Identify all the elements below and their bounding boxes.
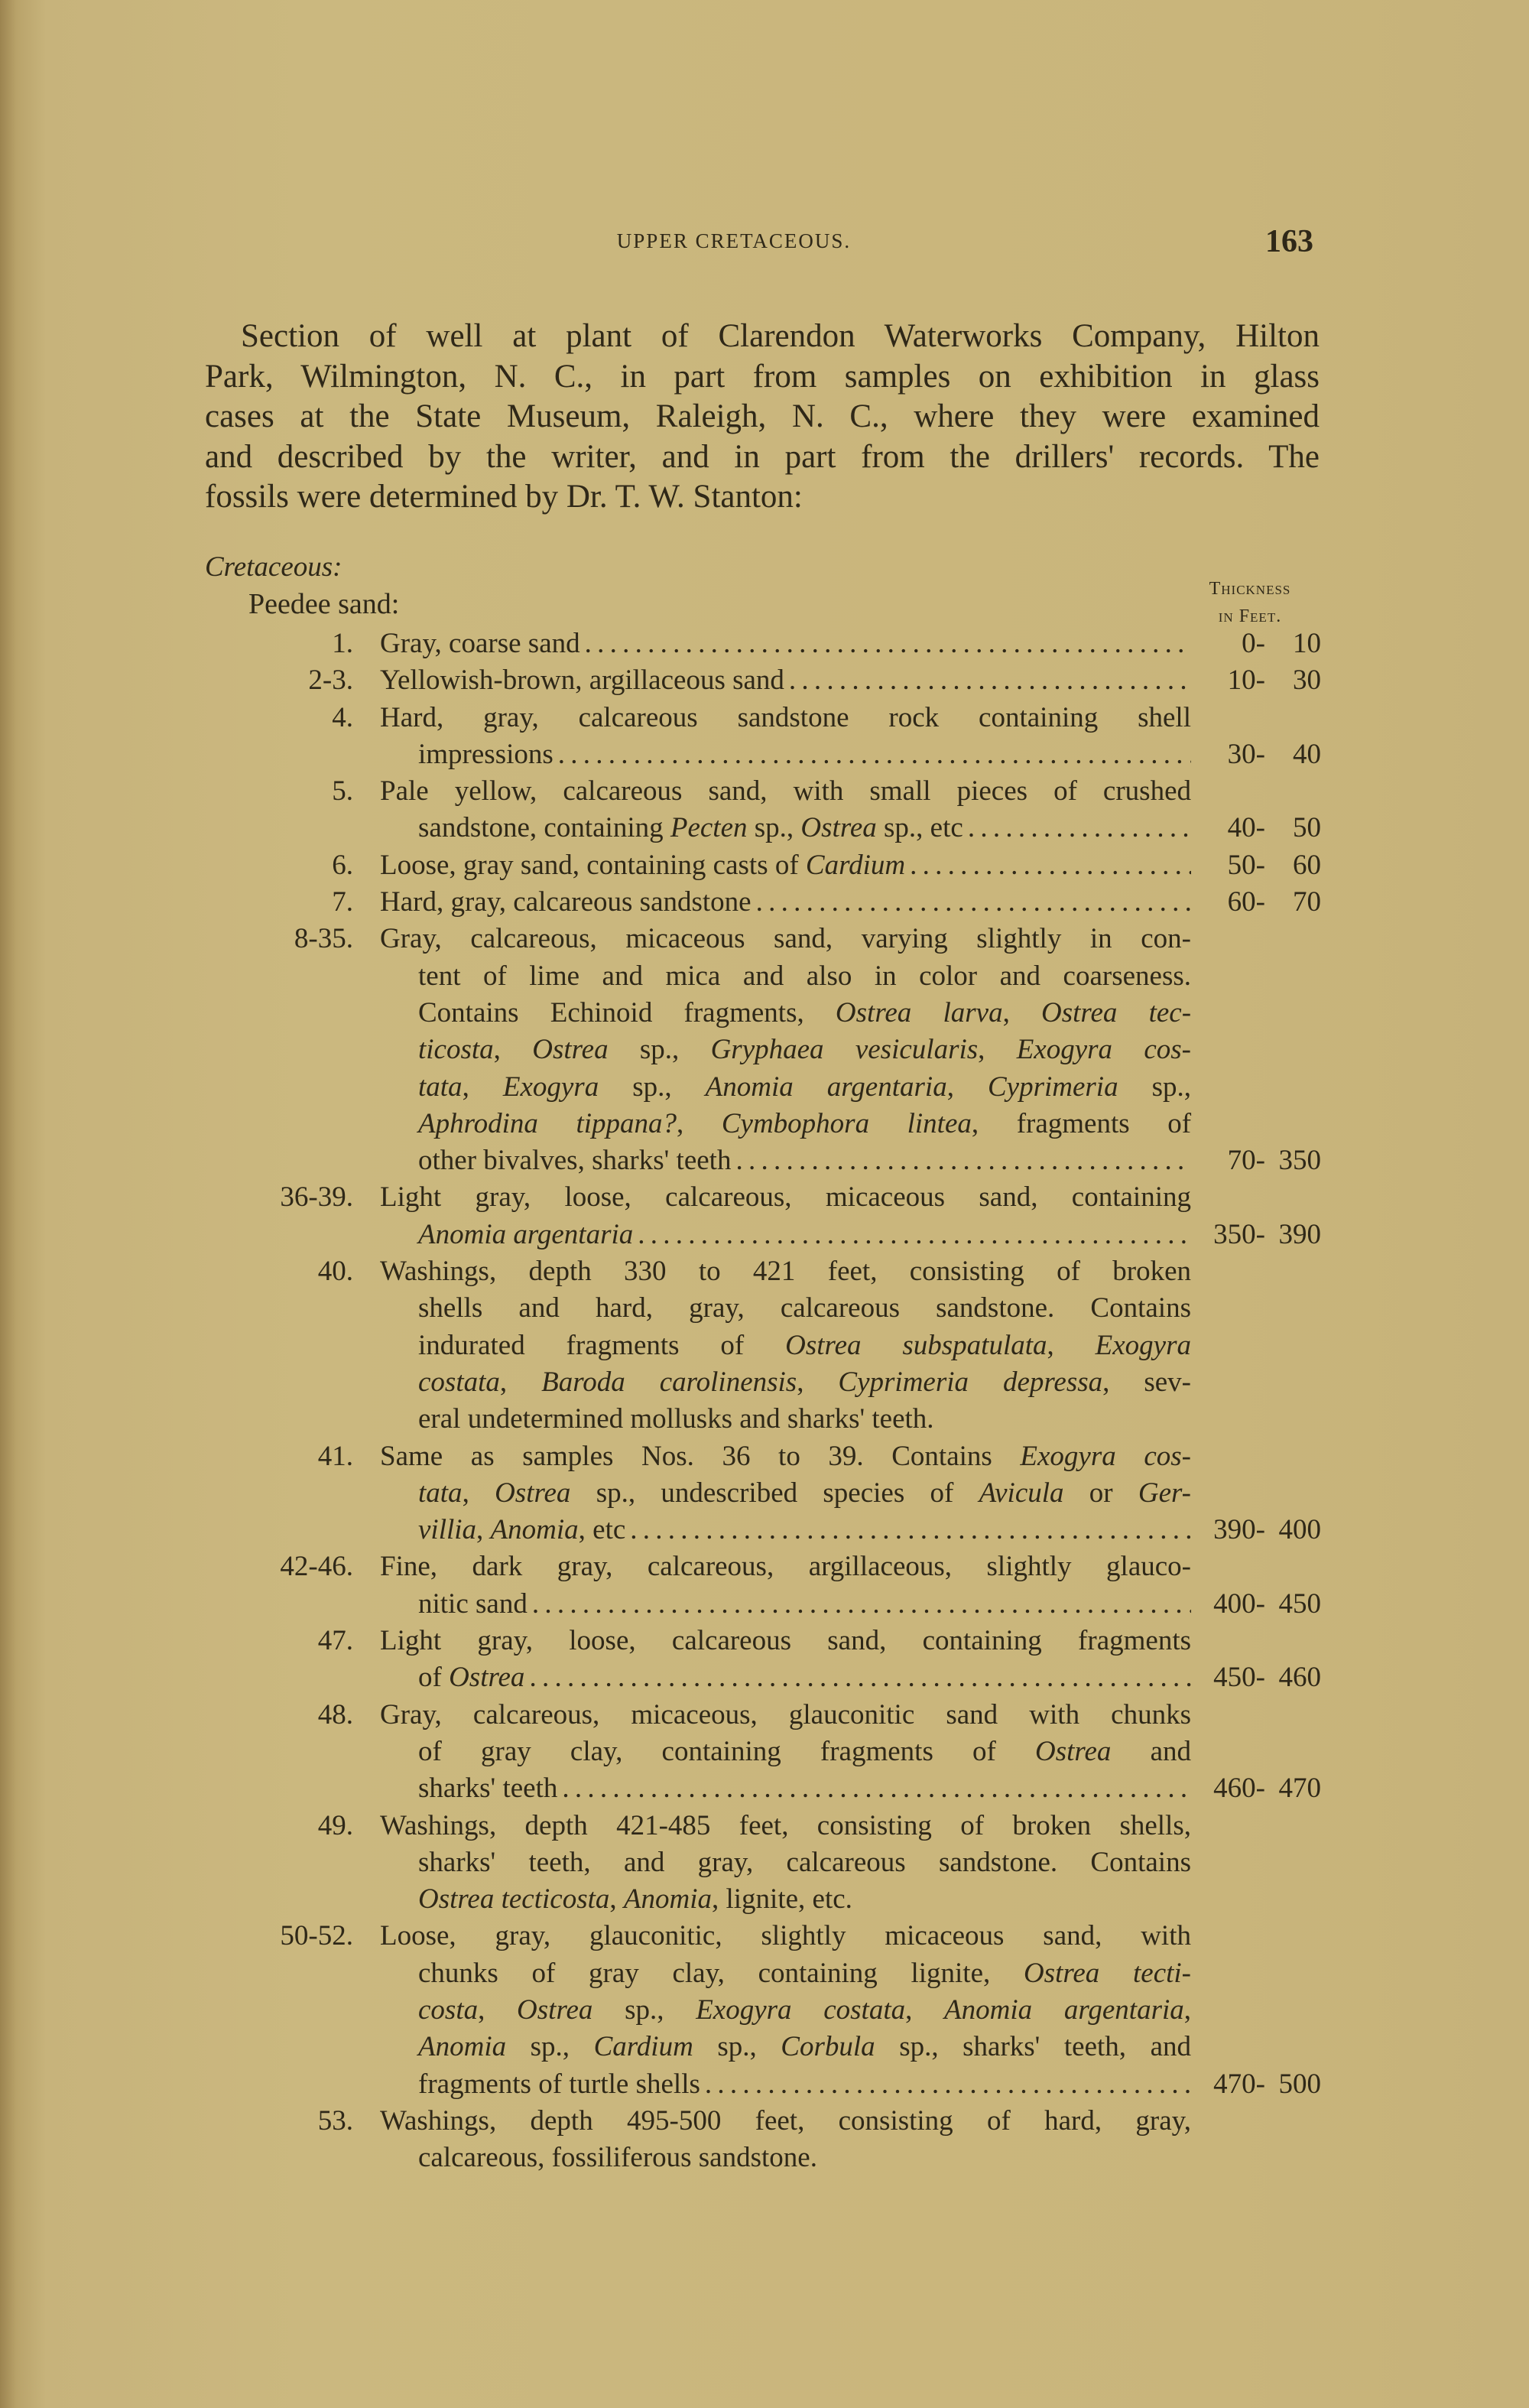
text-segment: , — [946, 1071, 988, 1103]
taxon-name: Exogyra cos- — [1016, 1034, 1191, 1066]
entry-line — [0, 1512, 1529, 1548]
entry-number: 53. — [317, 2104, 353, 2137]
taxon-name: Ostrea larva — [835, 996, 1003, 1029]
text-segment: or — [1063, 1477, 1138, 1509]
taxon-name: Ostrea tecticosta — [418, 1883, 610, 1916]
section-entry — [0, 1697, 1529, 1808]
entry-text — [418, 995, 1191, 1032]
text-segment: sharks' teeth — [418, 1773, 558, 1805]
taxon-name: costa — [418, 1994, 479, 2026]
intro-line: Section of well at plant of Clarendon Waterworks Company, Hilton — [241, 318, 1320, 354]
thickness-from: 470- — [1213, 2068, 1265, 2100]
entry-text — [380, 847, 1191, 884]
text-segment: Light gray, loose, calcareous sand, containing fragments — [380, 1625, 1191, 1657]
entry-text — [418, 1955, 1191, 1992]
taxon-name: Corbula — [781, 2031, 875, 2063]
entry-text — [418, 1364, 1191, 1401]
entry-text — [418, 1142, 1191, 1179]
thickness-from: 390- — [1213, 1514, 1265, 1546]
text-segment: , sev- — [1102, 1366, 1192, 1398]
entry-line — [0, 1290, 1529, 1327]
entry-number: 47. — [317, 1625, 353, 1657]
entry-text — [418, 1475, 1191, 1512]
taxon-name: Ostrea — [495, 1477, 571, 1509]
entry-number: 4. — [332, 701, 353, 733]
taxon-name: costata — [418, 1366, 500, 1398]
text-segment: eral undetermined mollusks and sharks' teeth. — [418, 1403, 934, 1435]
text-segment: , — [1183, 1994, 1191, 2026]
entry-number: 6. — [332, 849, 353, 881]
text-segment: fragments of turtle shells — [418, 2068, 700, 2100]
entry-text — [418, 958, 1191, 995]
taxon-name: Anomia — [490, 1514, 579, 1546]
thickness-to: 350 — [1278, 1145, 1321, 1177]
taxon-name: Anomia argentaria — [944, 1994, 1184, 2026]
entry-line — [0, 1548, 1529, 1585]
section-entry — [0, 921, 1529, 1179]
dot-leader — [532, 1586, 1191, 1623]
taxon-name: Cyprimeria depressa — [838, 1366, 1103, 1398]
taxon-name: Ostrea — [800, 812, 877, 844]
text-segment: Gray, calcareous, micaceous sand, varying slightly in con- — [380, 923, 1191, 955]
text-segment: , — [905, 1994, 945, 2026]
entry-text — [380, 1808, 1191, 1844]
thickness-from: 40- — [1227, 812, 1265, 844]
taxon-name: Anomia — [418, 2031, 507, 2063]
thickness-to: 70 — [1293, 886, 1321, 918]
text-segment: , — [677, 1107, 722, 1139]
entry-line — [0, 773, 1529, 810]
intro-line: fossils were determined by Dr. T. W. Stanton: — [205, 479, 803, 515]
entry-line — [0, 995, 1529, 1032]
entry-text — [418, 1881, 852, 1918]
entry-text — [418, 1217, 1191, 1253]
section-entry — [0, 2103, 1529, 2177]
taxon-name: Cymbophora lintea — [721, 1107, 972, 1139]
taxon-name: Avicula — [979, 1477, 1064, 1509]
entry-text — [418, 1992, 1191, 2029]
taxon-name: tata — [418, 1477, 463, 1509]
text-segment: Hard, gray, calcareous sandstone — [380, 886, 752, 918]
entry-line — [0, 2103, 1529, 2140]
taxon-name: Anomia — [623, 1883, 712, 1916]
section-entry — [0, 626, 1529, 662]
entry-line — [0, 1142, 1529, 1179]
text-segment: sp., — [747, 812, 801, 844]
entry-number: 42-46. — [280, 1551, 353, 1583]
entry-text — [418, 1401, 934, 1438]
text-segment: shells and hard, gray, calcareous sandstone. Contains — [418, 1292, 1191, 1324]
entry-line — [0, 2140, 1529, 2176]
thickness-from: 460- — [1213, 1773, 1265, 1805]
text-segment: sharks' teeth, and gray, calcareous sandstone. Contains — [418, 1846, 1191, 1878]
entry-line — [0, 1106, 1529, 1142]
entry-text — [380, 921, 1191, 957]
entry-line — [0, 2066, 1529, 2103]
text-segment: sp., — [693, 2031, 781, 2063]
taxon-name: Ostrea tecti- — [1023, 1957, 1191, 1989]
text-segment: sandstone, containing — [418, 812, 670, 844]
entry-line — [0, 1327, 1529, 1364]
thickness-header-line2: in Feet. — [1218, 606, 1282, 626]
entry-text — [380, 1179, 1191, 1216]
entry-line — [0, 1659, 1529, 1696]
taxon-name: Anomia argentaria — [705, 1071, 947, 1103]
taxon-name: Ostrea — [1035, 1735, 1112, 1767]
taxon-name: Ostrea — [449, 1662, 525, 1694]
text-segment: sp., etc — [876, 812, 963, 844]
entry-line — [0, 1586, 1529, 1623]
entry-line — [0, 1734, 1529, 1770]
text-segment: sp., — [506, 2031, 594, 2063]
entry-line — [0, 1069, 1529, 1106]
entry-line — [0, 1992, 1529, 2029]
dot-leader — [638, 1217, 1191, 1253]
text-segment: sp., — [592, 1994, 696, 2026]
dot-leader — [585, 626, 1191, 662]
taxon-name: Pecten — [670, 812, 748, 844]
entry-line — [0, 884, 1529, 921]
entry-line — [0, 1918, 1529, 1955]
section-entry — [0, 1253, 1529, 1438]
text-segment: Gray, coarse sand — [380, 628, 580, 659]
entry-text — [418, 736, 1191, 773]
entry-text — [418, 1069, 1191, 1106]
dot-leader — [910, 847, 1191, 884]
entry-text — [380, 1548, 1191, 1585]
entry-number: 5. — [332, 775, 353, 808]
entry-number: 49. — [317, 1809, 353, 1841]
text-segment: Contains Echinoid fragments, — [418, 996, 836, 1029]
thickness-to: 40 — [1293, 738, 1321, 770]
dot-leader — [630, 1512, 1191, 1548]
entry-number: 48. — [317, 1698, 353, 1730]
taxon-name: Anomia argentaria — [418, 1218, 634, 1250]
text-segment: Same as samples Nos. 36 to 39. Contains — [380, 1440, 1021, 1472]
taxon-name: Ostrea — [517, 1994, 593, 2026]
taxon-name: villia — [418, 1514, 477, 1546]
text-segment: , — [1002, 996, 1042, 1029]
entry-text — [418, 1770, 1191, 1807]
text-segment: , — [462, 1477, 495, 1509]
entry-text — [418, 2029, 1191, 2065]
text-segment: impressions — [418, 738, 553, 770]
section-entry — [0, 1808, 1529, 1919]
text-segment: , — [609, 1883, 624, 1916]
taxon-name: Ostrea subspatulata — [785, 1329, 1047, 1361]
thickness-header-line1: Thickness — [1209, 579, 1291, 599]
thickness-from: 0- — [1242, 628, 1265, 659]
entry-line — [0, 1217, 1529, 1253]
taxon-name: Baroda carolinensis — [541, 1366, 797, 1398]
text-segment: Washings, depth 330 to 421 feet, consisting of broken — [380, 1256, 1191, 1288]
entry-number: 2-3. — [308, 665, 353, 697]
entry-line — [0, 1401, 1529, 1438]
text-segment: Gray, calcareous, micaceous, glauconitic sand with chunks — [380, 1698, 1191, 1730]
taxon-name: Ostrea tec- — [1041, 996, 1192, 1029]
dot-leader — [735, 1142, 1191, 1179]
entry-text — [380, 662, 1191, 699]
page-number: 163 — [1265, 224, 1313, 259]
text-segment: sp., — [599, 1071, 706, 1103]
entry-line — [0, 1364, 1529, 1401]
entry-line — [0, 810, 1529, 847]
entry-text — [380, 773, 1191, 810]
text-segment: Fine, dark gray, calcareous, argillaceous, slightly glauco- — [380, 1551, 1191, 1583]
entry-number: 50-52. — [280, 1920, 353, 1952]
thickness-to: 50 — [1293, 812, 1321, 844]
thickness-to: 470 — [1278, 1773, 1321, 1805]
text-segment: Loose, gray sand, containing casts of — [380, 849, 806, 881]
entry-line — [0, 1697, 1529, 1734]
entry-text — [380, 700, 1191, 736]
section-entry — [0, 1179, 1529, 1253]
entry-text — [418, 1106, 1191, 1142]
taxon-name: Exogyra cos- — [1020, 1440, 1191, 1472]
text-segment: , fragments of — [971, 1107, 1192, 1139]
entry-text — [380, 1623, 1191, 1659]
taxon-name: Aphrodina tippana? — [418, 1107, 677, 1139]
thickness-to: 450 — [1278, 1587, 1321, 1620]
text-segment: Washings, depth 495-500 feet, consisting of hard, gray, — [380, 2104, 1191, 2137]
text-segment: other bivalves, sharks' teeth — [418, 1145, 732, 1177]
text-segment: calcareous, fossiliferous sandstone. — [418, 2142, 817, 2174]
entry-text — [418, 1734, 1191, 1770]
text-segment: tent of lime and mica and also in color and coarseness. — [418, 960, 1191, 992]
taxon-name: Ger- — [1138, 1477, 1191, 1509]
entry-number: 41. — [317, 1440, 353, 1472]
entry-number: 8-35. — [294, 923, 353, 955]
entry-line — [0, 662, 1529, 699]
section-entry — [0, 700, 1529, 774]
entry-line — [0, 2029, 1529, 2065]
dot-leader — [968, 810, 1191, 847]
thickness-from: 60- — [1227, 886, 1265, 918]
thickness-to: 460 — [1278, 1662, 1321, 1694]
thickness-to: 500 — [1278, 2068, 1321, 2100]
text-segment: , — [1047, 1329, 1096, 1361]
thickness-to: 400 — [1278, 1514, 1321, 1546]
entry-line — [0, 1179, 1529, 1216]
running-head: UPPER CRETACEOUS. — [616, 229, 852, 252]
entry-text — [418, 1659, 1191, 1696]
text-segment: chunks of gray clay, containing lignite, — [418, 1957, 1024, 1989]
section-label: Cretaceous: — [205, 551, 342, 583]
entry-line — [0, 1770, 1529, 1807]
dot-leader — [789, 662, 1191, 699]
thickness-from: 30- — [1227, 738, 1265, 770]
entry-text — [418, 1032, 1191, 1068]
entry-text — [418, 1327, 1191, 1364]
text-segment: sp., — [1118, 1071, 1192, 1103]
intro-line: cases at the State Museum, Raleigh, N. C., where they were examined — [205, 398, 1320, 434]
text-segment: , etc — [578, 1514, 626, 1546]
section-entry — [0, 1438, 1529, 1549]
entry-line — [0, 847, 1529, 884]
thickness-from: 350- — [1213, 1218, 1265, 1250]
text-segment: sp., sharks' teeth, and — [875, 2031, 1191, 2063]
entry-text — [380, 1697, 1191, 1734]
text-segment: , lignite, etc. — [712, 1883, 852, 1916]
taxon-name: Gryphaea vesicularis — [710, 1034, 979, 1066]
text-segment: Loose, gray, glauconitic, slightly micaceous sand, with — [380, 1920, 1191, 1952]
taxon-name: Exogyra — [502, 1071, 599, 1103]
text-segment: sp., undescribed species of — [570, 1477, 979, 1509]
text-segment: of gray clay, containing fragments of — [418, 1735, 1036, 1767]
thickness-column-header — [1170, 575, 1330, 630]
entry-number: 7. — [332, 886, 353, 918]
section-entry — [0, 662, 1529, 699]
taxon-name: Cardium — [593, 2031, 693, 2063]
entry-line — [0, 700, 1529, 736]
entry-text — [418, 1290, 1191, 1327]
taxon-name: ticosta — [418, 1034, 494, 1066]
taxon-name: Cyprimeria — [987, 1071, 1118, 1103]
entry-line — [0, 626, 1529, 662]
entry-line — [0, 1623, 1529, 1659]
entry-text — [418, 1512, 1191, 1548]
dot-leader — [705, 2066, 1191, 2103]
text-segment: Pale yellow, calcareous sand, with small pieces of crushed — [380, 775, 1191, 808]
dot-leader — [562, 1770, 1191, 1807]
dot-leader — [756, 884, 1191, 921]
thickness-to: 30 — [1293, 665, 1321, 697]
taxon-name: tata — [418, 1071, 463, 1103]
entry-text — [380, 884, 1191, 921]
well-section-entries — [0, 626, 1529, 2176]
text-segment: , — [499, 1366, 542, 1398]
text-segment: , — [978, 1034, 1017, 1066]
thickness-to: 60 — [1293, 849, 1321, 881]
entry-line — [0, 1844, 1529, 1881]
text-segment: , — [797, 1366, 839, 1398]
entry-line — [0, 958, 1529, 995]
entry-line — [0, 1808, 1529, 1844]
entry-number: 40. — [317, 1256, 353, 1288]
thickness-from: 50- — [1227, 849, 1265, 881]
thickness-to: 390 — [1278, 1218, 1321, 1250]
taxon-name: Ostrea — [532, 1034, 609, 1066]
text-segment: Light gray, loose, calcareous, micaceous sand, containing — [380, 1181, 1191, 1214]
entry-text — [380, 2103, 1191, 2140]
dot-leader — [529, 1659, 1191, 1696]
section-entry — [0, 1918, 1529, 2102]
text-segment: and — [1111, 1735, 1191, 1767]
entry-text — [418, 1586, 1191, 1623]
text-segment: sp., — [608, 1034, 711, 1066]
taxon-name: Exogyra — [1095, 1329, 1192, 1361]
section-entry — [0, 1623, 1529, 1697]
taxon-name: Exogyra costata — [696, 1994, 906, 2026]
dot-leader — [558, 736, 1191, 773]
entry-text — [380, 1438, 1191, 1475]
section-entry — [0, 847, 1529, 884]
thickness-from: 450- — [1213, 1662, 1265, 1694]
entry-line — [0, 1881, 1529, 1918]
section-entry — [0, 1548, 1529, 1623]
text-segment: nitic sand — [418, 1587, 528, 1620]
entry-line — [0, 1475, 1529, 1512]
text-segment: Hard, gray, calcareous sandstone rock containing shell — [380, 701, 1191, 733]
entry-text — [418, 1844, 1191, 1881]
entry-line — [0, 1253, 1529, 1290]
intro-line: and described by the writer, and in part from the drillers' records. The — [205, 438, 1320, 475]
section-entry — [0, 884, 1529, 921]
entry-line — [0, 736, 1529, 773]
thickness-from: 10- — [1227, 665, 1265, 697]
text-segment: of — [418, 1662, 450, 1694]
intro-paragraph — [205, 317, 1320, 518]
text-segment: , — [493, 1034, 533, 1066]
intro-line: Park, Wilmington, N. C., in part from samples on exhibition in glass — [205, 358, 1320, 395]
entry-text — [418, 2066, 1191, 2103]
entry-number: 36-39. — [280, 1181, 353, 1214]
text-segment: , — [462, 1071, 503, 1103]
entry-line — [0, 1438, 1529, 1475]
entry-text — [380, 1918, 1191, 1955]
section-entry — [0, 773, 1529, 847]
entry-text — [380, 1253, 1191, 1290]
entry-line — [0, 921, 1529, 957]
taxon-name: Cardium — [805, 849, 906, 881]
text-segment: , — [476, 1514, 491, 1546]
text-segment: , — [478, 1994, 518, 2026]
entry-number: 1. — [332, 628, 353, 659]
subsection-label: Peedee sand: — [248, 588, 400, 620]
thickness-to: 10 — [1293, 628, 1321, 659]
text-segment: indurated fragments of — [418, 1329, 786, 1361]
entry-line — [0, 1955, 1529, 1992]
entry-text — [418, 2140, 817, 2176]
thickness-from: 400- — [1213, 1587, 1265, 1620]
entry-text — [418, 810, 1191, 847]
entry-text — [380, 626, 1191, 662]
text-segment: Washings, depth 421-485 feet, consisting of broken shells, — [380, 1809, 1191, 1841]
thickness-from: 70- — [1227, 1145, 1265, 1177]
entry-line — [0, 1032, 1529, 1068]
text-segment: Yellowish-brown, argillaceous sand — [380, 665, 784, 697]
